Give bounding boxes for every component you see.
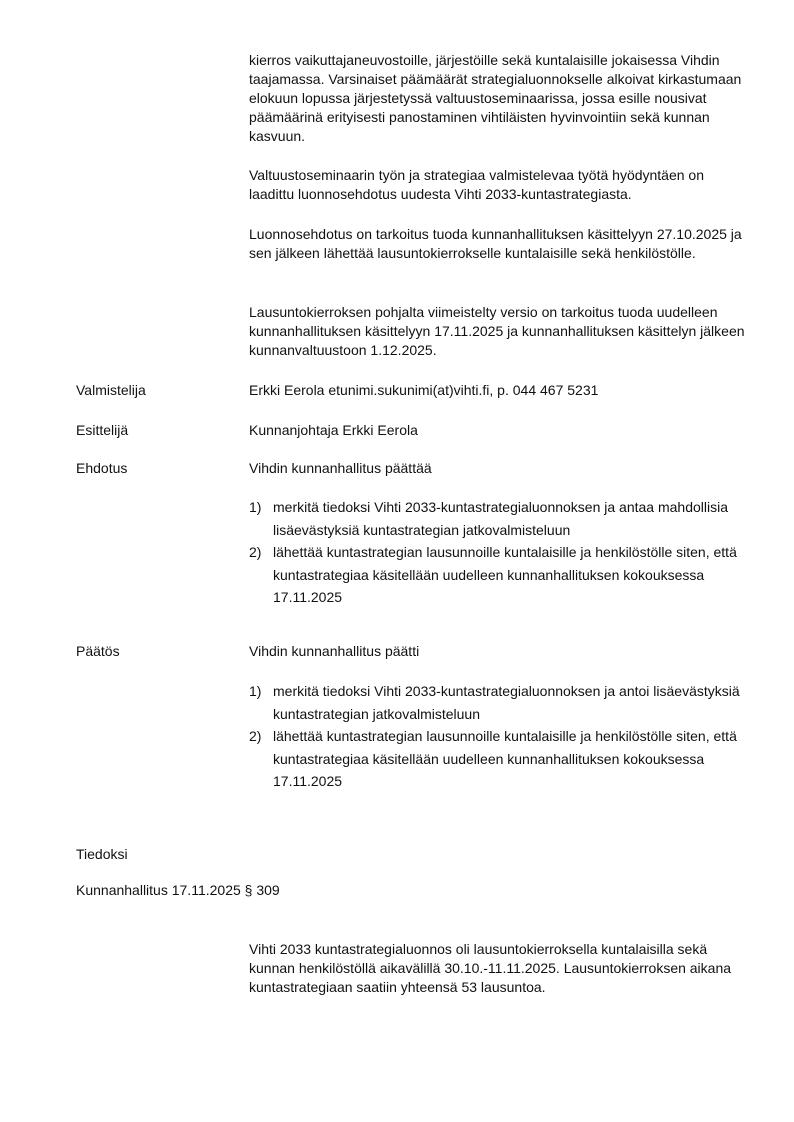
ehdotus-list [249,496,749,609]
list-item-number: 1) [249,683,262,699]
tiedoksi-label: Tiedoksi [76,846,128,862]
list-item-text: merkitä tiedoksi Vihti 2033-kuntastrategialuonnoksen ja antoi lisäevästyksiä kuntastrategian jatkovalmisteluun [273,683,740,722]
intro-paragraph-4: Lausuntokierroksen pohjalta viimeistelty versio on tarkoitus tuoda uudelleen kunnanhallituksen käsittelyyn 17.11.2025 ja kunnanhallituksen käsittelyn jälkeen kunnanvaltuustoon 1.12.2025. [249,304,745,358]
valmistelija-value: Erkki Eerola etunimi.sukunimi(at)vihti.fi, p. 044 467 5231 [249,382,599,398]
intro-paragraph-2: Valtuustoseminaarin työn ja strategiaa valmistelevaa työtä hyödyntäen on laadittu luonnosehdotus uudesta Vihti 2033-kuntastrategiasta. [249,167,705,202]
valmistelija-label: Valmistelija [76,382,146,398]
list-item-number: 2) [249,544,262,560]
ehdotus-label: Ehdotus [76,460,128,476]
paatos-intro: Vihdin kunnanhallitus päätti [249,643,420,659]
list-item [249,725,749,793]
paatos-label: Päätös [76,643,120,659]
intro-paragraph-3: Luonnosehdotus on tarkoitus tuoda kunnanhallituksen käsittelyyn 27.10.2025 ja sen jälkeen lähettää lausuntokierrokselle kuntalaisille sekä henkilöstölle. [249,226,742,261]
list-item-number: 2) [249,728,262,744]
paatos-list [249,680,749,793]
intro-paragraph-1: kierros vaikuttajaneuvostoille, järjestöille sekä kuntalaisille jokaisessa Vihdin taajamassa. Varsinaiset päämäärät strategialuonnokselle alkoivat kirkastumaan elokuun lopussa järjestetyssä valtuustoseminaarissa, jossa esille nousivat päämäärinä erityisesti panostaminen vihtiläisten hyvinvointiin sekä kunnan kasvuun. [249,52,742,144]
list-item [249,680,749,725]
esittelija-value: Kunnanjohtaja Erkki Eerola [249,422,418,438]
list-item-text: lähettää kuntastrategian lausunnoille kuntalaisille ja henkilöstölle siten, että kuntastrategiaa käsitellään uudelleen kunnanhallituksen kokouksessa 17.11.2025 [273,544,737,605]
list-item-text: lähettää kuntastrategian lausunnoille kuntalaisille ja henkilöstölle siten, että kuntastrategiaa käsitellään uudelleen kunnanhallituksen kokouksessa 17.11.2025 [273,728,737,789]
list-item [249,541,749,609]
meeting-heading: Kunnanhallitus 17.11.2025 § 309 [76,882,280,898]
list-item [249,496,749,541]
list-item-text: merkitä tiedoksi Vihti 2033-kuntastrategialuonnoksen ja antaa mahdollisia lisäevästyksiä kuntastrategian jatkovalmisteluun [273,499,729,538]
list-item-number: 1) [249,499,262,515]
ehdotus-intro: Vihdin kunnanhallitus päättää [249,460,432,476]
meeting-paragraph: Vihti 2033 kuntastrategialuonnos oli lausuntokierroksella kuntalaisilla sekä kunnan henkilöstöllä aikavälillä 30.10.-11.11.2025. Lausuntokierroksen aikana kuntastrategiaan saatiin yhteensä 53 lausuntoa. [249,941,732,995]
esittelija-label: Esittelijä [76,422,129,438]
